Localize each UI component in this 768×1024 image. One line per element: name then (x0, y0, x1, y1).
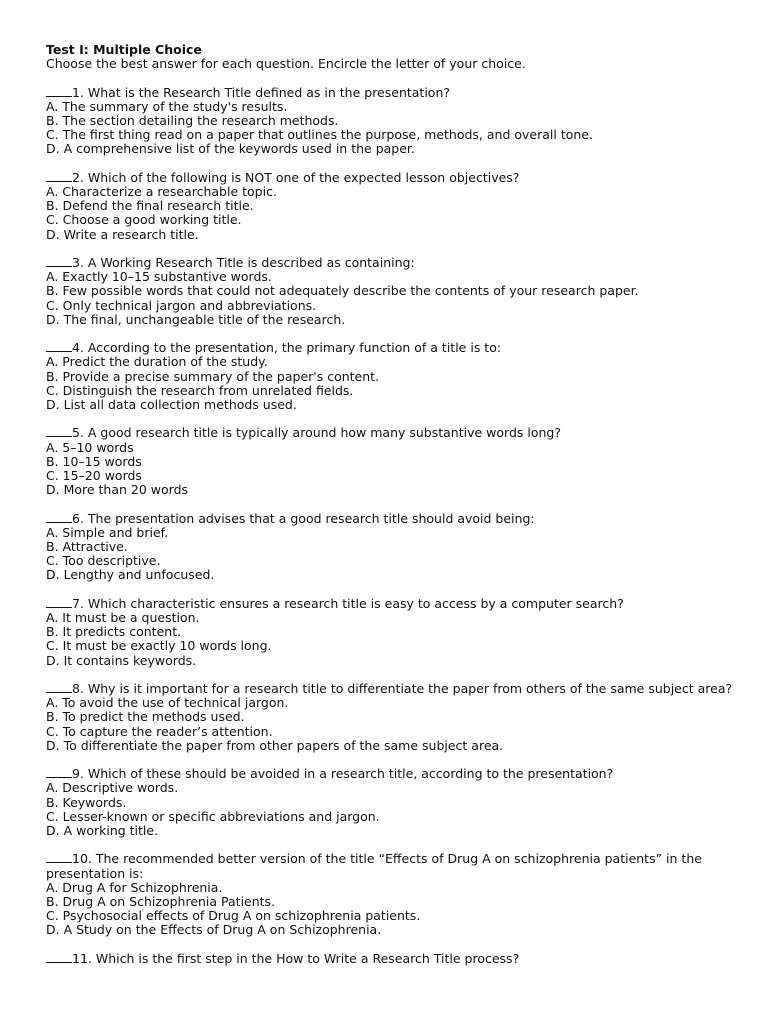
answer-choice: C. 15–20 words (46, 468, 142, 484)
question-item (46, 767, 736, 838)
answer-choice: B. It predicts content. (46, 624, 182, 640)
answer-choice: D. Lengthy and unfocused. (46, 567, 215, 583)
answer-choice: B. Attractive. (46, 539, 128, 555)
answer-choice: C. To capture the reader’s attention. (46, 723, 273, 739)
answer-choice: C. Choose a good working title. (46, 212, 242, 228)
answer-blank (46, 86, 72, 97)
answer-choice: D. A Study on the Effects of Drug A on Schizophrenia. (46, 922, 382, 938)
answer-blank (46, 256, 72, 267)
answer-blank (46, 767, 72, 778)
question-stem (46, 767, 736, 781)
answer-choice: B. Few possible words that could not adequately describe the contents of your research paper. (46, 283, 639, 299)
answer-choice: B. Keywords. (46, 794, 127, 810)
answer-choice: A. Exactly 10–15 substantive words. (46, 269, 272, 285)
answer-choice: B. 10–15 words (46, 453, 142, 469)
answer-choice: D. It contains keywords. (46, 652, 197, 668)
answer-choice: B. To predict the methods used. (46, 709, 245, 725)
answer-choice: D. A working title. (46, 823, 159, 839)
question-stem (46, 682, 736, 696)
question-stem (46, 256, 736, 270)
question-stem (46, 852, 736, 880)
question-stem (46, 171, 736, 185)
answer-choice: D. List all data collection methods used. (46, 397, 297, 413)
question-stem (46, 952, 736, 966)
question-stem (46, 512, 736, 526)
answer-blank (46, 426, 72, 437)
question-text: 8. Why is it important for a research title to differentiate the paper from others of the same subject area? (72, 681, 733, 697)
question-text: 6. The presentation advises that a good research title should avoid being: (72, 510, 535, 526)
answer-blank (46, 171, 72, 182)
question-item (46, 852, 736, 937)
answer-choice: C. Psychosocial effects of Drug A on schizophrenia patients. (46, 908, 421, 924)
question-item (46, 86, 736, 157)
answer-choice: C. It must be exactly 10 words long. (46, 638, 272, 654)
answer-choice: B. The section detailing the research methods. (46, 113, 339, 128)
answer-choice: C. Distinguish the research from unrelated fields. (46, 382, 354, 398)
test-instructions: Choose the best answer for each question. Encircle the letter of your choice. (46, 56, 526, 72)
answer-choice: D. A comprehensive list of the keywords used in the paper. (46, 141, 415, 157)
question-text: 1. What is the Research Title defined as in the presentation? (72, 84, 451, 100)
answer-choice: C. Too descriptive. (46, 553, 161, 569)
question-text: 7. Which characteristic ensures a research title is easy to access by a computer search? (72, 595, 624, 611)
answer-choice: A. Predict the duration of the study. (46, 354, 268, 370)
answer-choice: C. The first thing read on a paper that outlines the purpose, methods, and overall tone. (46, 127, 593, 143)
question-stem (46, 426, 736, 440)
answer-choice: A. Descriptive words. (46, 780, 179, 796)
test-title: Test I: Multiple Choice (46, 42, 202, 57)
document-page (46, 43, 736, 980)
question-text: 2. Which of the following is NOT one of the expected lesson objectives? (72, 169, 520, 185)
answer-choice: B. Drug A on Schizophrenia Patients. (46, 894, 276, 910)
answer-blank (46, 597, 72, 608)
answer-choice: A. 5–10 words (46, 439, 134, 455)
answer-choice: B. Provide a precise summary of the paper's content. (46, 368, 380, 384)
answer-choice: D. To differentiate the paper from other papers of the same subject area. (46, 737, 504, 753)
answer-choice: A. It must be a question. (46, 610, 200, 626)
question-item (46, 682, 736, 753)
answer-choice: D. The final, unchangeable title of the research. (46, 311, 346, 327)
answer-choice: A. The summary of the study's results. (46, 98, 288, 114)
question-text: 11. Which is the first step in the How to Write a Research Title process? (72, 950, 520, 966)
answer-choice: A. Drug A for Schizophrenia. (46, 879, 223, 895)
question-text: 4. According to the presentation, the primary function of a title is to: (72, 340, 502, 356)
answer-blank (46, 341, 72, 352)
question-stem (46, 341, 736, 355)
question-text: 3. A Working Research Title is described as containing: (72, 255, 415, 270)
question-item (46, 952, 736, 966)
answer-choice: A. Characterize a researchable topic. (46, 184, 277, 199)
question-item (46, 171, 736, 242)
question-stem (46, 597, 736, 611)
question-list (46, 86, 736, 966)
answer-choice: B. Defend the final research title. (46, 198, 254, 214)
question-text: 5. A good research title is typically around how many substantive words long? (72, 425, 561, 441)
question-item (46, 512, 736, 583)
answer-blank (46, 952, 72, 963)
answer-choice: D. More than 20 words (46, 482, 189, 498)
question-item (46, 597, 736, 668)
answer-choice: C. Only technical jargon and abbreviations. (46, 297, 317, 313)
question-item (46, 341, 736, 412)
answer-choice: D. Write a research title. (46, 226, 199, 242)
question-stem (46, 86, 736, 100)
answer-choice: C. Lesser-known or specific abbreviations and jargon. (46, 808, 380, 824)
question-text: 10. The recommended better version of the title “Effects of Drug A on schizophrenia patients” in the presentation is: (46, 851, 702, 881)
answer-choice: A. To avoid the use of technical jargon. (46, 695, 289, 711)
answer-blank (46, 512, 72, 523)
question-item (46, 426, 736, 497)
answer-choice: A. Simple and brief. (46, 524, 169, 540)
answer-blank (46, 682, 72, 693)
question-item (46, 256, 736, 327)
answer-blank (46, 852, 72, 863)
question-text: 9. Which of these should be avoided in a research title, according to the presentation? (72, 766, 614, 782)
